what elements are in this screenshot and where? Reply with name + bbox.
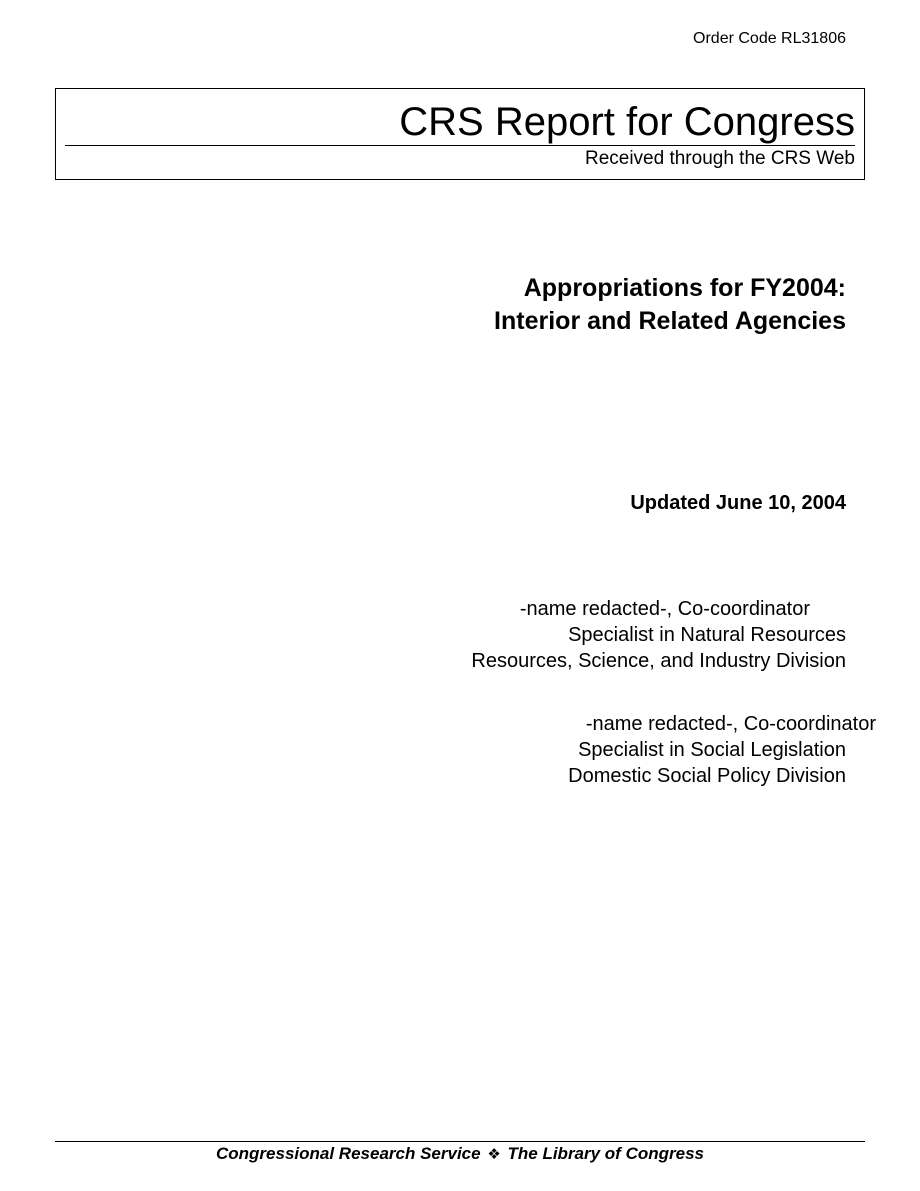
report-source-note: Received through the CRS Web bbox=[584, 148, 855, 169]
header-divider bbox=[65, 145, 855, 146]
author-division: Resources, Science, and Industry Division bbox=[471, 650, 846, 672]
document-title-line-2: Interior and Related Agencies bbox=[494, 307, 846, 335]
footer-org-name: Congressional Research Service bbox=[216, 1144, 481, 1163]
author-name: -name redacted-, Co-coordinator bbox=[585, 713, 876, 735]
report-series-title: CRS Report for Congress bbox=[399, 100, 855, 144]
updated-date: Updated June 10, 2004 bbox=[630, 492, 846, 514]
author-role: Specialist in Social Legislation bbox=[578, 739, 846, 761]
author-block-2 bbox=[556, 711, 876, 789]
document-title bbox=[494, 272, 846, 338]
order-code: Order Code RL31806 bbox=[693, 30, 846, 47]
author-division: Domestic Social Policy Division bbox=[568, 765, 846, 787]
footer-library-name: The Library of Congress bbox=[507, 1144, 704, 1163]
diamond-separator-icon: ❖ bbox=[487, 1145, 501, 1163]
author-block-1 bbox=[471, 596, 846, 674]
author-name: -name redacted-, Co-coordinator bbox=[519, 598, 810, 620]
author-role: Specialist in Natural Resources bbox=[568, 624, 846, 646]
footer-divider bbox=[55, 1141, 865, 1142]
report-header-box bbox=[55, 88, 865, 180]
document-title-line-1: Appropriations for FY2004: bbox=[523, 274, 846, 302]
footer bbox=[0, 1143, 920, 1165]
